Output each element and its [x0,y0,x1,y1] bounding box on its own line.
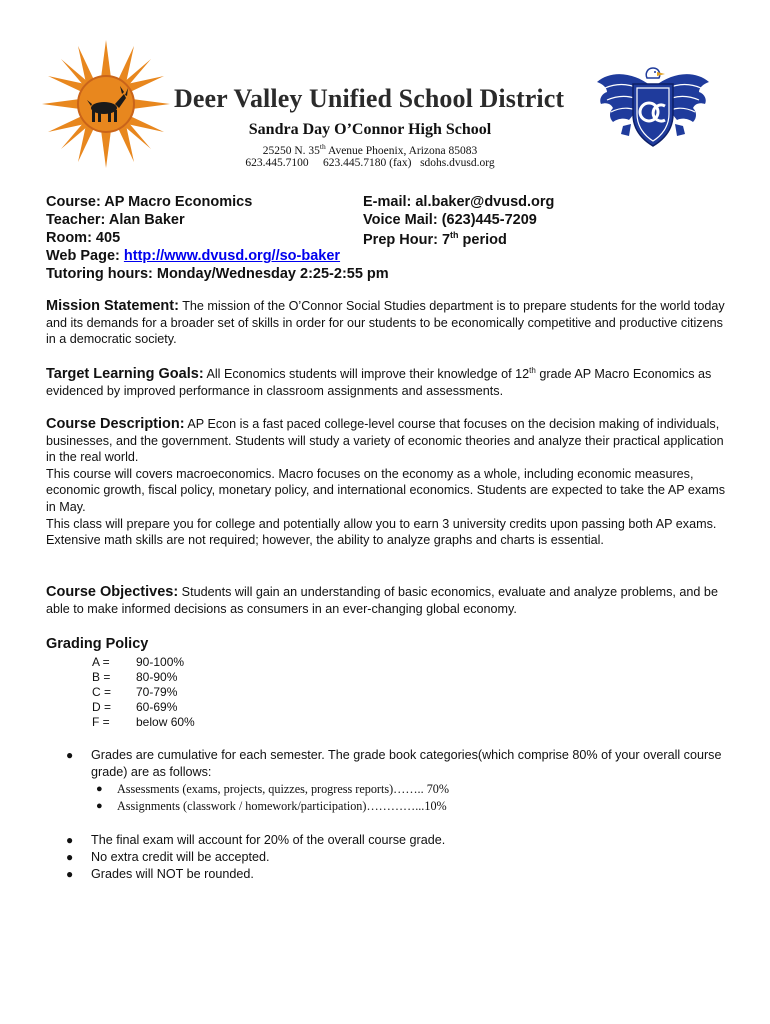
teacher-email: E-mail: al.baker@dvusd.org [363,194,555,210]
bullet-icon: ● [66,867,74,881]
grade-range: 90-100% [136,655,185,669]
description-text-2: This course will covers macroeconomics. Macro focuses on the economy as a whole, including economic measures, economic growth, fiscal policy, monetary policy, and international economics. Students are expected to take the AP exams in May. [46,466,726,514]
bullet-icon: ● [66,833,74,847]
address-prefix: 25250 N. 35 [262,144,320,157]
bullet-text: Assessments (exams, projects, quizzes, progress reports)…….. 70% [117,782,450,796]
goals-sup: th [529,365,536,375]
grade-letter: D = [92,700,112,714]
address-suffix: Avenue Phoenix, Arizona 85083 [325,144,478,157]
grade-range: 80-90% [136,670,178,684]
description-heading: Course Description: [46,416,185,432]
description-text-1: AP Econ is a fast paced college-level course that focuses on the decision making of individuals, businesses, and the government. Students will study a variety of economic theories and analyze their practical application in the real world. [46,417,724,465]
mission-text: The mission of the O’Connor Social Studies department is to prepare students for the world today and its demands for a broader set of skills in order for our students to be economically competitive and productive citizens in a democratic society. [46,299,725,347]
teacher-voicemail: Voice Mail: (623)445-7209 [363,212,537,228]
grade-range: below 60% [136,715,195,729]
school-contacts [150,157,590,169]
web-page-label: Web Page: [46,248,124,264]
school-address [150,142,590,157]
bullet-icon: ● [66,748,74,762]
bullet-text: No extra credit will be accepted. [91,850,270,864]
bullet-text: Grades will NOT be rounded. [91,867,254,881]
goals-text-before: All Economics students will improve their knowledge of 12 [203,367,530,381]
grade-letter: A = [92,655,110,669]
room-number: Room: 405 [46,230,121,246]
course-objectives [46,584,726,617]
objectives-text: Students will gain an understanding of basic economics, evaluate and analyze problems, and be able to make informed decisions as consumers in an ever-changing global economy. [46,585,718,616]
grading-policy-heading: Grading Policy [46,636,149,652]
goals-text-after: grade AP Macro Economics as evidenced by improved performance in classroom assignments and assessments. [46,367,712,398]
school-phone: 623.445.7100 [245,157,309,169]
objectives-heading: Course Objectives: [46,584,179,600]
web-page-link[interactable]: http://www.dvusd.org//so-baker [123,248,341,264]
grade-letter: B = [92,670,111,684]
district-name: Deer Valley Unified School District [174,84,565,113]
grade-letter: F = [92,715,110,729]
prep-hour-suffix: period [458,231,507,248]
bullet-icon: ● [96,800,103,812]
bullet-text: Assignments (classwork / homework/participation)…………...10% [117,799,447,813]
mission-statement [46,298,726,348]
prep-hour [363,230,507,248]
bullet-text: The final exam will account for 20% of the overall course grade. [91,833,446,847]
tutoring-hours: Tutoring hours: Monday/Wednesday 2:25-2:55 pm [46,266,389,282]
address-sup: th [319,142,326,151]
teacher-name: Teacher: Alan Baker [46,212,185,228]
school-fax: 623.445.7180 (fax) [322,157,412,169]
course-description [46,416,726,549]
mission-heading: Mission Statement: [46,298,179,314]
bullet-icon: ● [66,850,74,864]
eagle-oc-logo [593,64,713,154]
prep-hour-sup: th [450,230,459,240]
prep-hour-prefix: Prep Hour: 7 [363,231,451,248]
grade-range: 60-69% [136,700,178,714]
bullet-text: Grades are cumulative for each semester. The grade book categories(which comprise 80% of your overall course grade) are as follows: [91,748,722,779]
target-learning-goals [46,366,726,399]
school-website: sdohs.dvusd.org [420,157,495,169]
web-page-line [46,248,340,264]
grade-letter: C = [92,685,112,699]
goals-heading: Target Learning Goals: [46,366,204,382]
grade-range: 70-79% [136,685,178,699]
course-name: Course: AP Macro Economics [46,194,253,210]
bullet-icon: ● [96,783,103,795]
description-text-3: This class will prepare you for college and potentially allow you to earn 3 university credits upon passing both AP exams. Extensive math skills are not required; however, the ability to analyze graphs and charts is essential. [46,516,717,548]
school-name: Sandra Day O’Connor High School [248,121,492,138]
